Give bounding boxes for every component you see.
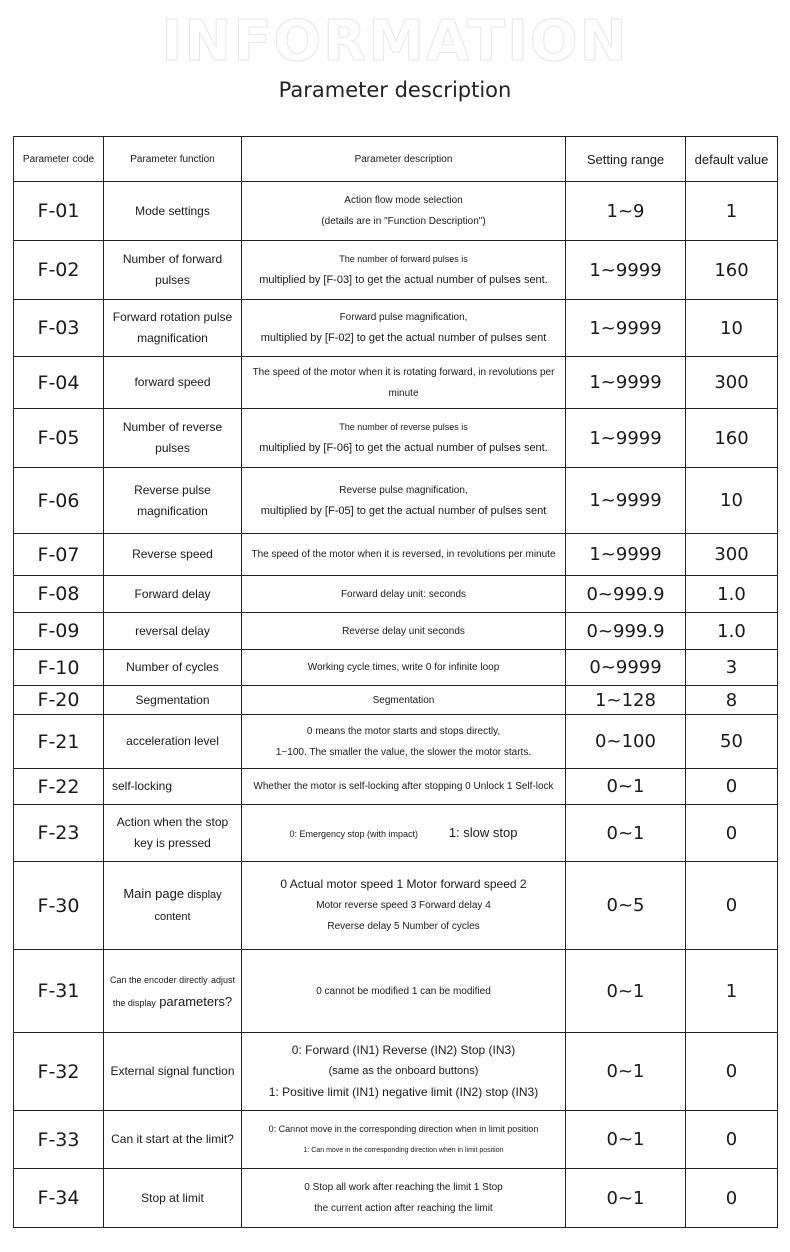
- default-value: 0: [686, 1169, 778, 1228]
- table-row: [14, 357, 778, 409]
- table-row: [14, 805, 778, 862]
- param-code: F-33: [14, 1111, 104, 1169]
- description-line: 0 means the motor starts and stops directly,: [306, 725, 501, 737]
- function-line: forward speed: [134, 375, 211, 389]
- function-line: key is pressed: [134, 836, 211, 850]
- param-code: F-07: [14, 534, 104, 576]
- param-code: F-23: [14, 805, 104, 862]
- function-line: Reverse pulse magnification: [134, 482, 211, 518]
- description-line: Reverse delay 5 Number of cycles: [327, 921, 480, 932]
- description-line: 0: Cannot move in the corresponding direction when in limit position: [268, 1123, 539, 1134]
- parameter-table: [13, 136, 778, 1228]
- default-value: 0: [686, 805, 778, 862]
- param-function: [104, 715, 242, 769]
- information-watermark: INFORMATION: [161, 9, 629, 74]
- setting-range: 1~9: [566, 182, 686, 241]
- param-function: [104, 1111, 242, 1169]
- setting-range: 1~128: [566, 686, 686, 715]
- header-setting-range: Setting range: [566, 137, 686, 182]
- param-code: F-21: [14, 715, 104, 769]
- description-line: 0 Stop all work after reaching the limit 1 Stop: [304, 1182, 503, 1193]
- setting-range: 0~5: [566, 862, 686, 950]
- param-function: [104, 862, 242, 950]
- description-line: Motor reverse speed 3 Forward delay 4: [316, 900, 491, 911]
- header-parameter-description: Parameter description: [242, 137, 566, 182]
- table-header-row: [14, 137, 778, 182]
- function-line: Can it start: [111, 1132, 170, 1146]
- setting-range: 0~1: [566, 805, 686, 862]
- setting-range: 0~1: [566, 1169, 686, 1228]
- param-function: [104, 534, 242, 576]
- description-line: 1: Positive limit (IN1) negative limit (IN2) stop (IN3): [268, 1085, 539, 1099]
- table-row: [14, 715, 778, 769]
- param-function: [104, 1169, 242, 1228]
- function-line: display content: [154, 889, 222, 923]
- function-line: self-locking: [112, 779, 173, 793]
- description-line: Reverse delay unit seconds: [342, 625, 465, 637]
- description-line: 0: Emergency stop (with impact): [289, 828, 419, 839]
- description-line: Forward pulse magnification,: [339, 312, 468, 323]
- description-line: 0: Forward (IN1) Reverse (IN2) Stop (IN3): [291, 1043, 516, 1057]
- default-value: 1.0: [686, 613, 778, 650]
- param-code: F-03: [14, 300, 104, 357]
- setting-range: 0~1: [566, 1033, 686, 1111]
- param-function: [104, 650, 242, 686]
- default-value: 1: [686, 950, 778, 1033]
- default-value: 0: [686, 862, 778, 950]
- description-line: (details are in "Function Description"): [321, 216, 486, 227]
- param-description: [242, 409, 566, 468]
- param-code: F-05: [14, 409, 104, 468]
- param-description: [242, 468, 566, 534]
- table-row: [14, 862, 778, 950]
- table-row: [14, 1169, 778, 1228]
- param-function: [104, 300, 242, 357]
- function-line: acceleration level: [126, 734, 219, 748]
- param-function: [104, 613, 242, 650]
- param-code: F-34: [14, 1169, 104, 1228]
- setting-range: 1~9999: [566, 468, 686, 534]
- table-row: [14, 686, 778, 715]
- table-row: [14, 1111, 778, 1169]
- description-line: The number of reverse pulses is: [339, 422, 468, 432]
- function-line: Number of reverse pulses: [122, 420, 223, 455]
- param-description: [242, 576, 566, 613]
- param-function: [104, 686, 242, 715]
- default-value: 1.0: [686, 576, 778, 613]
- param-code: F-20: [14, 686, 104, 715]
- setting-range: 0~1: [566, 950, 686, 1033]
- function-line: Main page: [123, 886, 185, 901]
- setting-range: 1~9999: [566, 534, 686, 576]
- param-function: [104, 409, 242, 468]
- default-value: 3: [686, 650, 778, 686]
- table-row: [14, 613, 778, 650]
- function-line: Can the encoder directly: [110, 974, 208, 985]
- description-line: the current action after reaching the limit: [314, 1203, 493, 1214]
- function-line: Forward rotation pulse magnification: [112, 310, 233, 345]
- description-line: 1: Can move in the corresponding direction when in limit position: [303, 1146, 504, 1154]
- default-value: 300: [686, 534, 778, 576]
- description-line: Reverse pulse magnification,: [339, 484, 468, 496]
- function-line: Action when the stop: [116, 815, 229, 829]
- function-line: adjust the display: [112, 974, 235, 1008]
- param-code: F-22: [14, 769, 104, 805]
- description-line: The speed of the motor when it is reversed, in revolutions per minute: [251, 549, 556, 560]
- param-code: F-04: [14, 357, 104, 409]
- description-line: multiplied by [F-02] to get the actual number of pulses sent: [260, 332, 547, 344]
- param-description: [242, 950, 566, 1033]
- function-line: reversal delay: [135, 623, 210, 638]
- default-value: 10: [686, 468, 778, 534]
- page-subtitle: Parameter description: [278, 78, 512, 102]
- setting-range: 0~1: [566, 769, 686, 805]
- description-line: 0 Actual motor speed 1 Motor forward speed 2: [280, 877, 527, 891]
- param-description: [242, 805, 566, 862]
- param-function: [104, 241, 242, 300]
- function-line: Number of cycles: [126, 660, 219, 674]
- param-description: [242, 1033, 566, 1111]
- param-description: [242, 1111, 566, 1169]
- param-code: F-10: [14, 650, 104, 686]
- table-row: [14, 409, 778, 468]
- default-value: 160: [686, 409, 778, 468]
- default-value: 50: [686, 715, 778, 769]
- param-description: [242, 300, 566, 357]
- param-description: [242, 769, 566, 805]
- setting-range: 0~1: [566, 1111, 686, 1169]
- param-description: [242, 650, 566, 686]
- table-row: [14, 950, 778, 1033]
- function-line: Forward delay: [134, 586, 211, 601]
- setting-range: 1~9999: [566, 357, 686, 409]
- param-function: [104, 576, 242, 613]
- description-line: Whether the motor is self-locking after stopping 0 Unlock 1 Self-lock: [253, 781, 554, 792]
- param-description: [242, 1169, 566, 1228]
- setting-range: 0~100: [566, 715, 686, 769]
- param-function: [104, 805, 242, 862]
- description-line: The number of forward pulses is: [339, 254, 468, 264]
- description-line: 0 cannot be modified 1 can be modified: [316, 985, 491, 997]
- function-line: Stop at limit: [141, 1190, 204, 1205]
- description-line: 1: slow stop: [448, 824, 518, 840]
- table-row: [14, 300, 778, 357]
- header-default-value: default value: [686, 137, 778, 182]
- default-value: 0: [686, 769, 778, 805]
- description-line: (same as the onboard buttons): [328, 1065, 479, 1077]
- param-function: [104, 769, 242, 805]
- param-code: F-09: [14, 613, 104, 650]
- description-line: Action flow mode selection: [344, 195, 463, 206]
- param-function: [104, 182, 242, 241]
- param-code: F-30: [14, 862, 104, 950]
- table-row: [14, 241, 778, 300]
- default-value: 8: [686, 686, 778, 715]
- param-function: [104, 950, 242, 1033]
- function-line: External signal function: [110, 1064, 235, 1078]
- default-value: 0: [686, 1111, 778, 1169]
- param-code: F-06: [14, 468, 104, 534]
- description-line: 1~100. The smaller the value, the slower the motor starts.: [275, 746, 532, 758]
- param-code: F-31: [14, 950, 104, 1033]
- param-description: [242, 534, 566, 576]
- function-line: Mode settings: [135, 203, 210, 218]
- param-description: [242, 715, 566, 769]
- table-row: [14, 1033, 778, 1111]
- table-row: [14, 576, 778, 613]
- description-line: The speed of the motor when it is rotating forward, in revolutions per minute: [252, 366, 555, 399]
- param-function: [104, 468, 242, 534]
- function-line: Number of forward pulses: [122, 252, 223, 287]
- table-row: [14, 182, 778, 241]
- header-parameter-function: Parameter function: [104, 137, 242, 182]
- description-line: multiplied by [F-06] to get the actual number of pulses sent.: [259, 442, 548, 454]
- description-line: Segmentation: [372, 694, 435, 706]
- setting-range: 1~9999: [566, 409, 686, 468]
- function-line: Reverse speed: [132, 547, 213, 561]
- param-code: F-01: [14, 182, 104, 241]
- default-value: 10: [686, 300, 778, 357]
- setting-range: 1~9999: [566, 241, 686, 300]
- param-code: F-02: [14, 241, 104, 300]
- table-row: [14, 534, 778, 576]
- param-description: [242, 862, 566, 950]
- setting-range: 1~9999: [566, 300, 686, 357]
- param-description: [242, 241, 566, 300]
- param-description: [242, 182, 566, 241]
- function-line: parameters?: [159, 993, 233, 1009]
- default-value: 300: [686, 357, 778, 409]
- description-line: multiplied by [F-03] to get the actual number of pulses sent.: [259, 274, 548, 286]
- function-line: Segmentation: [135, 692, 210, 707]
- table-row: [14, 468, 778, 534]
- default-value: 0: [686, 1033, 778, 1111]
- table-row: [14, 769, 778, 805]
- setting-range: 0~999.9: [566, 613, 686, 650]
- param-function: [104, 1033, 242, 1111]
- function-line: at the limit?: [172, 1132, 234, 1146]
- default-value: 1: [686, 182, 778, 241]
- setting-range: 0~999.9: [566, 576, 686, 613]
- param-code: F-32: [14, 1033, 104, 1111]
- param-description: [242, 357, 566, 409]
- description-line: Forward delay unit: seconds: [340, 588, 467, 600]
- param-description: [242, 686, 566, 715]
- param-description: [242, 613, 566, 650]
- default-value: 160: [686, 241, 778, 300]
- header-parameter-code: Parameter code: [14, 137, 104, 182]
- param-code: F-08: [14, 576, 104, 613]
- description-line: Working cycle times, write 0 for infinite loop: [307, 662, 500, 673]
- setting-range: 0~9999: [566, 650, 686, 686]
- table-row: [14, 650, 778, 686]
- description-line: multiplied by [F-05] to get the actual number of pulses sent: [260, 504, 547, 517]
- param-function: [104, 357, 242, 409]
